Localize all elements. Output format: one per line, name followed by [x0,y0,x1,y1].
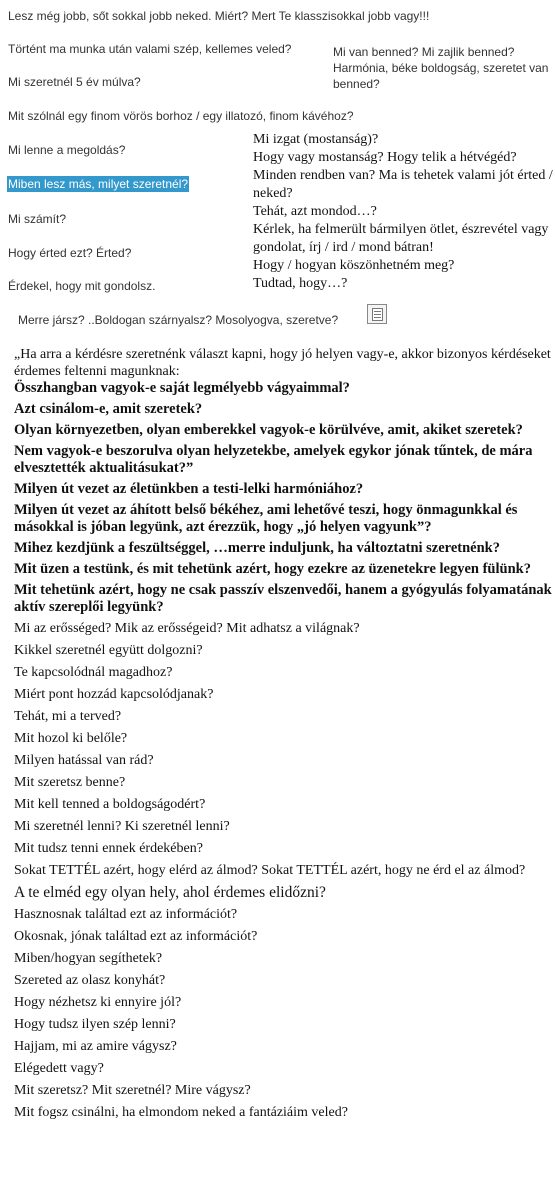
plain-question: Hogy tudsz ilyen szép lenni? [14,1017,176,1032]
plain-question: Miben/hogyan segíthetek? [14,951,163,966]
document-icon [367,304,387,324]
plain-question: Hasznosnak találtad ezt az információt? [14,907,238,922]
right-question-7: Tudtad, hogy…? [253,276,348,291]
right-question-4: Tehát, azt mondod…? [253,204,377,219]
plain-question: Mit tudsz tenni ennek érdekében? [14,841,203,856]
right-column [253,131,553,293]
plain-question: Mi az erősséged? Mik az erősségeid? Mit adhatsz a világnak? [14,621,360,636]
right-question-2: Hogy vagy mostanság? Hogy telik a hétvégéd? [253,150,517,165]
left-question-2: Mi szeretnél 5 év múlva? [8,75,141,89]
plain-question: Kikkel szeretnél együtt dolgozni? [14,643,203,658]
bold-question: Milyen út vezet az áhított belső békéhez, ami lehetővé teszi, hogy önmagunkkal és másokkal is jóban legyünk, azt érezzük, hogy „jó helyen vagyunk”? [14,502,518,535]
left-question-8: Érdekel, hogy mit gondolsz. [8,279,156,293]
plain-question: Mit szeretsz? Mit szeretnél? Mire vágysz? [14,1083,251,1098]
plain-question: Sokat TETTÉL azért, hogy elérd az álmod? Sokat TETTÉL azért, hogy ne érd el az álmod? [14,863,526,878]
plain-question: Szereted az olasz konyhát? [14,973,166,988]
plain-question: Miért pont hozzád kapcsolódjanak? [14,687,214,702]
right-question-3: Minden rendben van? Ma is tehetek valami jót érted / neked? [253,168,553,201]
highlighted-text: Miben lesz más, milyet szeretnél? [8,177,189,191]
plain-question-list [14,620,552,1121]
plain-question: Te kapcsolódnál magadhoz? [14,665,173,680]
left-question-3: Mit szólnál egy finom vörös borhoz / egy illatozó, finom kávéhoz? [8,109,354,123]
plain-question: Okosnak, jónak találtad ezt az információt? [14,929,258,944]
right-question-1: Mi izgat (mostanság)? [253,132,379,147]
bold-question: Azt csinálom-e, amit szeretek? [14,401,203,417]
left-question-7: Hogy érted ezt? Érted? [8,246,132,260]
bold-question-list [14,380,552,616]
plain-question: Elégedett vagy? [14,1061,104,1076]
plain-question: A te elméd egy olyan hely, ahol érdemes elidőzni? [14,884,326,901]
plain-question: Milyen hatással van rád? [14,753,154,768]
bold-question: Összhangban vagyok-e saját legmélyebb vágyaimmal? [14,380,350,396]
bold-question: Olyan környezetben, olyan emberekkel vagyok-e körülvéve, amit, akiket szeretek? [14,422,523,438]
right-question-6: Hogy / hogyan köszönhetném meg? [253,258,455,273]
bold-question: Mihez kezdjünk a feszültséggel, …merre induljunk, ha változtatni szeretnénk? [14,540,500,556]
bold-question: Milyen út vezet az életünkben a testi-lelki harmóniához? [14,481,364,497]
top-line: Lesz még jobb, sőt sokkal jobb neked. Miért? Mert Te klasszisokkal jobb vagy!!! [8,9,430,23]
left-question-4: Mi lenne a megoldás? [8,143,126,157]
bottom-sans-line: Merre jársz? ..Boldogan szárnyalsz? Mosolyogva, szeretve? [18,313,339,327]
bold-question: Mit tehetünk azért, hogy ne csak passzív elszenvedői, hanem a gyógyulás folyamatának aktív szereplői legyünk? [14,582,552,615]
plain-question: Mit kell tenned a boldogságodért? [14,797,206,812]
plain-question: Mit szeretsz benne? [14,775,126,790]
bold-question: Mit üzen a testünk, és mit tehetünk azért, hogy ezekre az üzenetekre legyen fülünk? [14,561,531,577]
intro-text: „Ha arra a kérdésre szeretnénk választ kapni, hogy jó helyen vagy-e, akkor bizonyos kérdéseket érdemes feltenni magunknak: [14,347,551,379]
mid-box-text: Mi van benned? Mi zajlik benned? Harmónia, béke boldogság, szeretet van benned? [333,45,549,91]
question-block [14,346,552,1126]
plain-question: Hogy nézhetsz ki ennyire jól? [14,995,182,1010]
plain-question: Mi szeretnél lenni? Ki szeretnél lenni? [14,819,230,834]
left-question-6: Mi számít? [8,212,67,226]
plain-question: Mit hozol ki belőle? [14,731,128,746]
plain-question: Hajjam, mi az amire vágysz? [14,1039,177,1054]
left-question-5 [7,177,189,191]
bold-question: Nem vagyok-e beszorulva olyan helyzetekbe, amelyek egykor jónak tűntek, de mára elvesztették aktualitásukat?” [14,443,533,476]
plain-question: Mit fogsz csinálni, ha elmondom neked a fantáziáim veled? [14,1105,348,1120]
right-question-5: Kérlek, ha felmerült bármilyen ötlet, észrevétel vagy gondolat, írj / ird / mond bátran! [253,222,549,255]
plain-question: Tehát, mi a terved? [14,709,122,724]
left-question-1: Történt ma munka után valami szép, kellemes veled? [8,42,292,56]
